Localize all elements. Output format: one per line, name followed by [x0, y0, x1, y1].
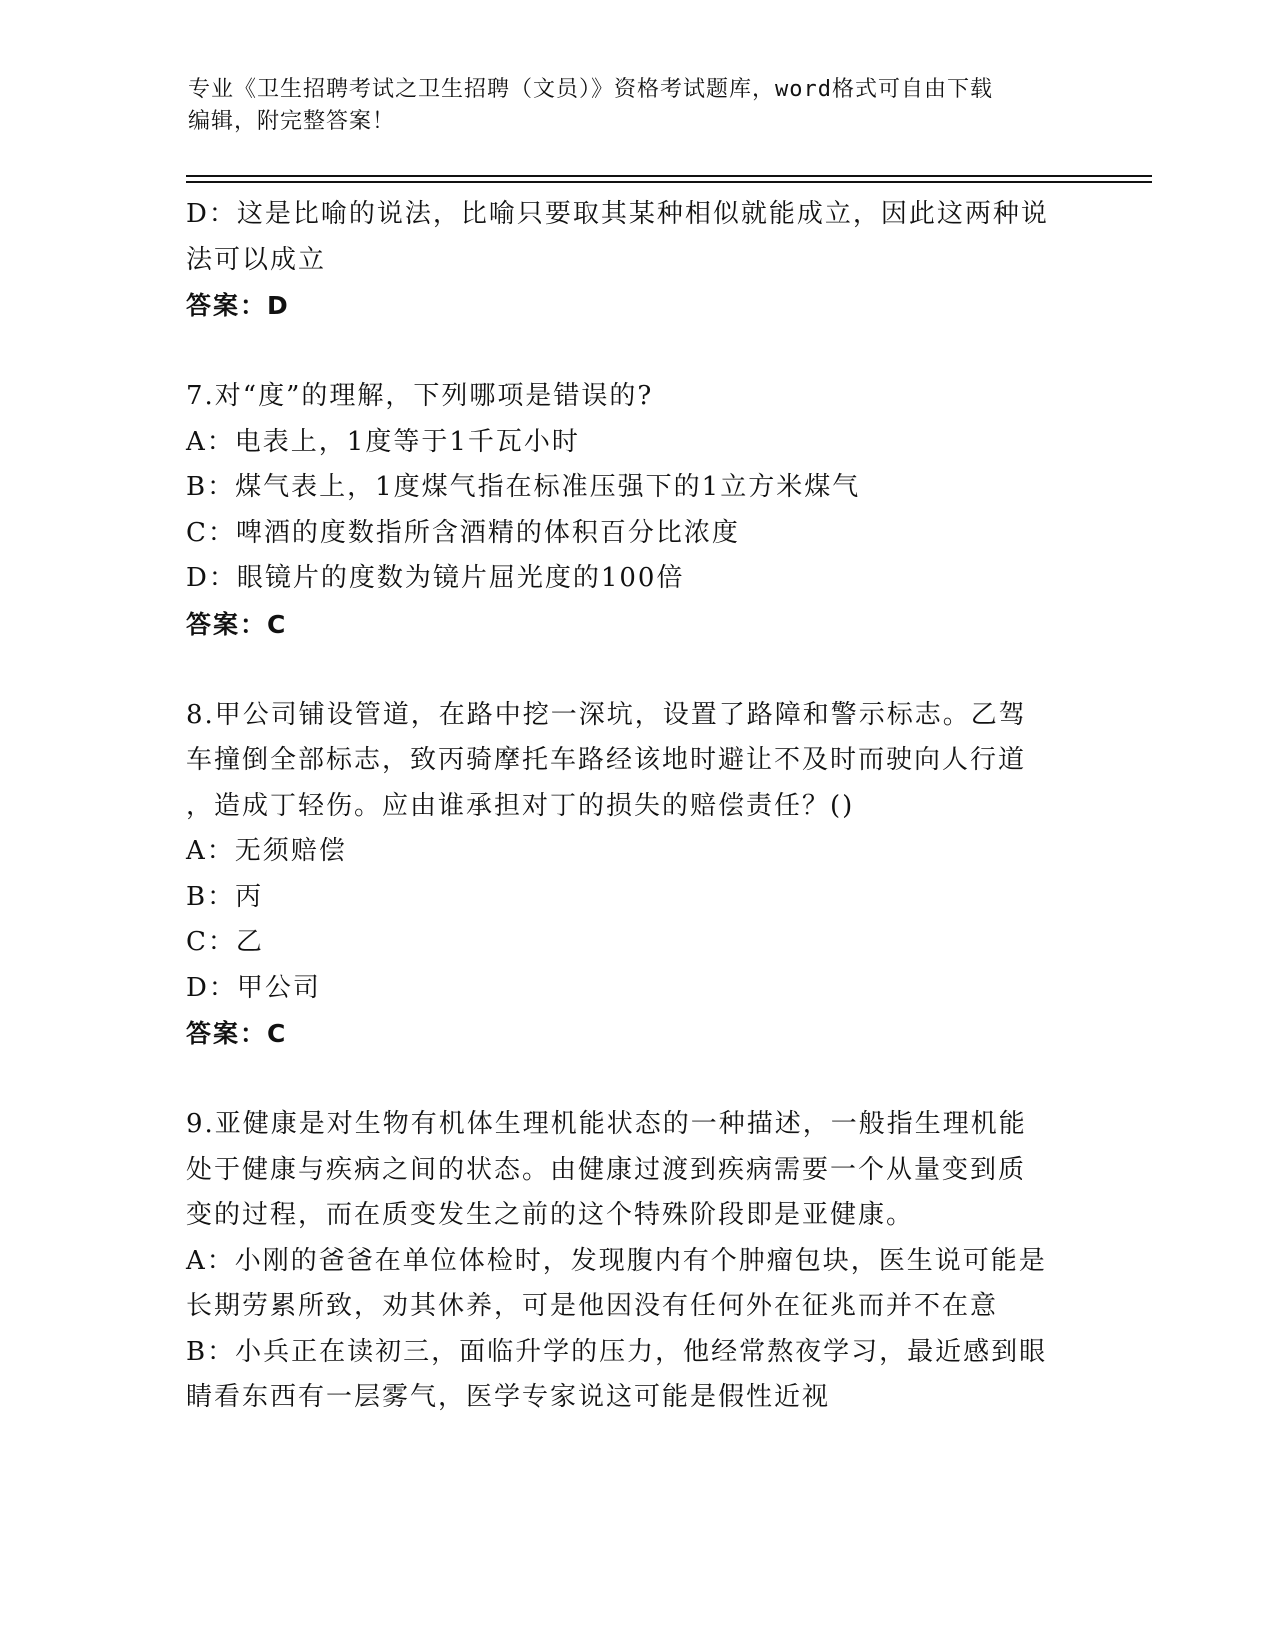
previous-question-tail: [186, 192, 1076, 329]
option-d-line-2: 法可以成立: [186, 244, 327, 275]
question-stem-line-3: 变的过程，而在质变发生之前的这个特殊阶段即是亚健康。: [186, 1200, 915, 1230]
question-stem-line-1: 9.亚健康是对生物有机体生理机能状态的一种描述，一般指生理机能: [186, 1109, 1027, 1139]
option-d: D：甲公司: [186, 972, 321, 1003]
option-c: C：啤酒的度数指所含酒精的体积百分比浓度: [186, 517, 740, 548]
question-stem: 7.对“度”的理解，下列哪项是错误的?: [186, 381, 654, 411]
spacer: [186, 329, 1076, 375]
header-rule-top: [186, 175, 1152, 177]
option-a-line-1: A：小刚的爸爸在单位体检时，发现腹内有个肿瘤包块，医生说可能是: [186, 1245, 1047, 1276]
option-a-line-2: 长期劳累所致，劝其休养，可是他因没有任何外在征兆而并不在意: [186, 1291, 999, 1321]
option-a: A：电表上，1度等于1千瓦小时: [186, 426, 580, 457]
option-c: C：乙: [186, 927, 264, 957]
answer-line: 答案：C: [186, 1019, 288, 1048]
spacer: [186, 1057, 1076, 1103]
option-b: B：丙: [186, 881, 264, 912]
question-8: [186, 693, 1076, 1057]
option-b-line-2: 睛看东西有一层雾气，医学专家说这可能是假性近视: [186, 1382, 831, 1412]
question-stem-line-1: 8.甲公司铺设管道，在路中挖一深坑，设置了路障和警示标志。乙驾: [186, 699, 1027, 730]
question-stem-line-2: 车撞倒全部标志，致丙骑摩托车路经该地时避让不及时而驶向人行道: [186, 745, 1027, 775]
answer-line: 答案：D: [186, 291, 290, 320]
question-content: [186, 192, 1076, 1421]
option-d-line-1: D：这是比喻的说法，比喻只要取其某种相似就能成立，因此这两种说: [186, 199, 1049, 229]
header-line-2: 编辑，附完整答案！: [188, 109, 396, 134]
header-line-1: 专业《卫生招聘考试之卫生招聘（文员）》资格考试题库，word格式可自由下载: [188, 77, 993, 102]
document-header: [188, 74, 1068, 138]
option-d: D：眼镜片的度数为镜片屈光度的100倍: [186, 563, 685, 593]
question-7: [186, 374, 1076, 647]
answer-line: 答案：C: [186, 609, 288, 639]
option-b-line-1: B：小兵正在读初三，面临升学的压力，他经常熬夜学习，最近感到眼: [186, 1336, 1048, 1367]
question-stem-line-2: 处于健康与疾病之间的状态。由健康过渡到疾病需要一个从量变到质: [186, 1154, 1027, 1185]
spacer: [186, 647, 1076, 693]
option-b: B：煤气表上，1度煤气指在标准压强下的1立方米煤气: [186, 472, 861, 502]
option-a: A：无须赔偿: [186, 836, 347, 866]
header-rule-bottom: [186, 181, 1152, 183]
question-9: [186, 1102, 1076, 1421]
question-stem-line-3: ，造成丁轻伤。应由谁承担对丁的损失的赔偿责任？(): [186, 790, 855, 821]
